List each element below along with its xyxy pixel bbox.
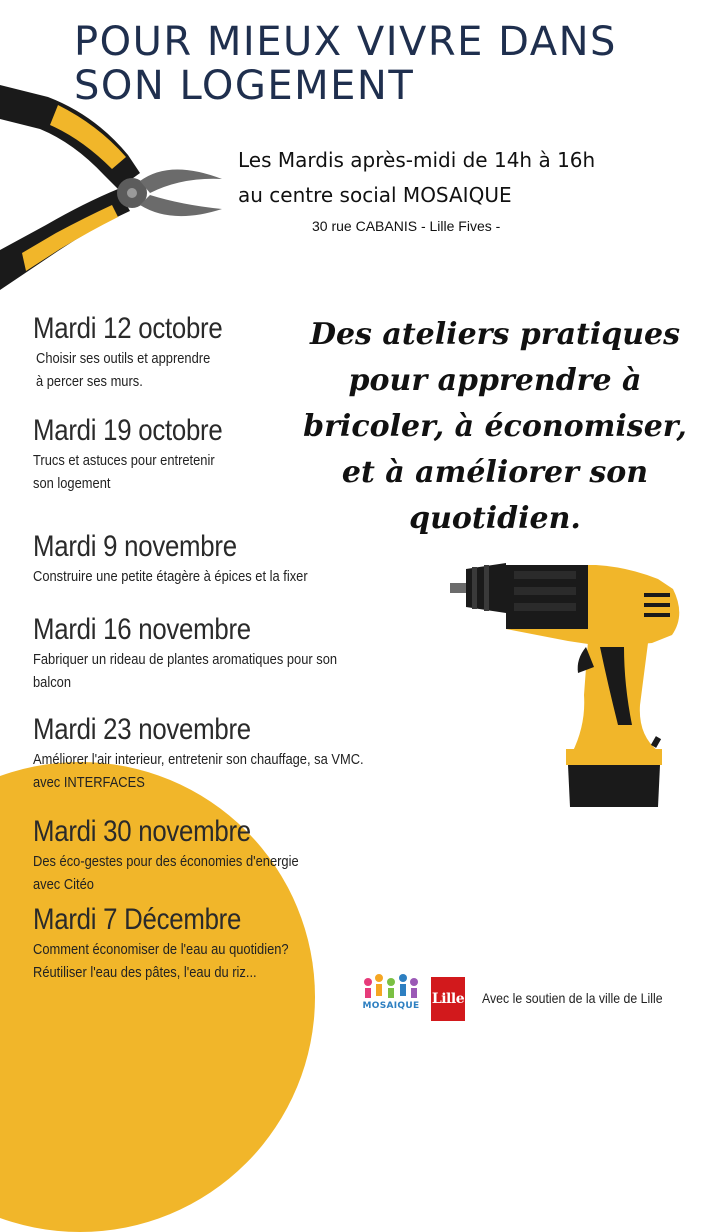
event-description: Améliorer l'air interieur, entretenir son chauffage, sa VMC. xyxy=(33,751,364,768)
event-description: son logement xyxy=(33,475,111,492)
slogan-line-5: quotidien. xyxy=(409,501,581,536)
event-description: Trucs et astuces pour entretenir xyxy=(33,452,215,469)
event-date: Mardi 9 novembre xyxy=(33,530,237,563)
event-item xyxy=(33,413,253,495)
slogan-line-2: pour apprendre à xyxy=(348,363,642,398)
schedule-text: Les Mardis après-midi de 14h à 16h xyxy=(238,148,596,172)
event-item xyxy=(33,712,417,794)
slogan-line-3: bricoler, à économiser, xyxy=(303,409,687,444)
slogan-line-4: et à améliorer son xyxy=(341,455,649,490)
event-description: Comment économiser de l'eau au quotidien? xyxy=(33,941,289,958)
lille-logo xyxy=(431,977,465,1021)
title-line-2: SON LOGEMENT xyxy=(74,63,415,109)
slogan-line-1: Des ateliers pratiques xyxy=(309,317,681,352)
slogan xyxy=(300,312,690,542)
event-item xyxy=(33,311,253,393)
event-item xyxy=(33,529,352,588)
event-date: Mardi 7 Décembre xyxy=(33,903,242,936)
lille-logo-text: Lille xyxy=(431,991,465,1007)
event-date: Mardi 16 novembre xyxy=(33,613,251,646)
event-description: Construire une petite étagère à épices et la fixer xyxy=(33,568,308,585)
event-date: Mardi 12 octobre xyxy=(33,312,223,345)
event-description: avec INTERFACES xyxy=(33,774,145,791)
mosaique-logo-figures xyxy=(360,972,422,1002)
event-description: Des éco-gestes pour des économies d'energie xyxy=(33,853,299,870)
event-date: Mardi 23 novembre xyxy=(33,713,251,746)
support-text: Avec le soutien de la ville de Lille xyxy=(482,990,663,1006)
event-date: Mardi 30 novembre xyxy=(33,815,251,848)
event-date: Mardi 19 octobre xyxy=(33,414,223,447)
event-description: avec Citéo xyxy=(33,876,94,893)
event-description: balcon xyxy=(33,674,72,691)
address-text: 30 rue CABANIS - Lille Fives - xyxy=(312,218,501,234)
venue-text: au centre social MOSAIQUE xyxy=(238,183,512,207)
event-item xyxy=(33,814,342,896)
event-item xyxy=(33,902,330,984)
event-description: à percer ses murs. xyxy=(36,373,143,390)
event-item xyxy=(33,612,387,694)
drill-icon xyxy=(448,555,683,815)
event-description: Réutiliser l'eau des pâtes, l'eau du riz... xyxy=(33,964,257,981)
pliers-icon xyxy=(0,85,230,300)
title-line-1: POUR MIEUX VIVRE DANS xyxy=(74,19,617,65)
mosaique-logo-text: MOSAIQUE xyxy=(362,1001,420,1011)
mosaique-logo xyxy=(360,972,422,1016)
event-description: Fabriquer un rideau de plantes aromatiques pour son xyxy=(33,651,338,668)
event-description: Choisir ses outils et apprendre xyxy=(36,350,211,367)
